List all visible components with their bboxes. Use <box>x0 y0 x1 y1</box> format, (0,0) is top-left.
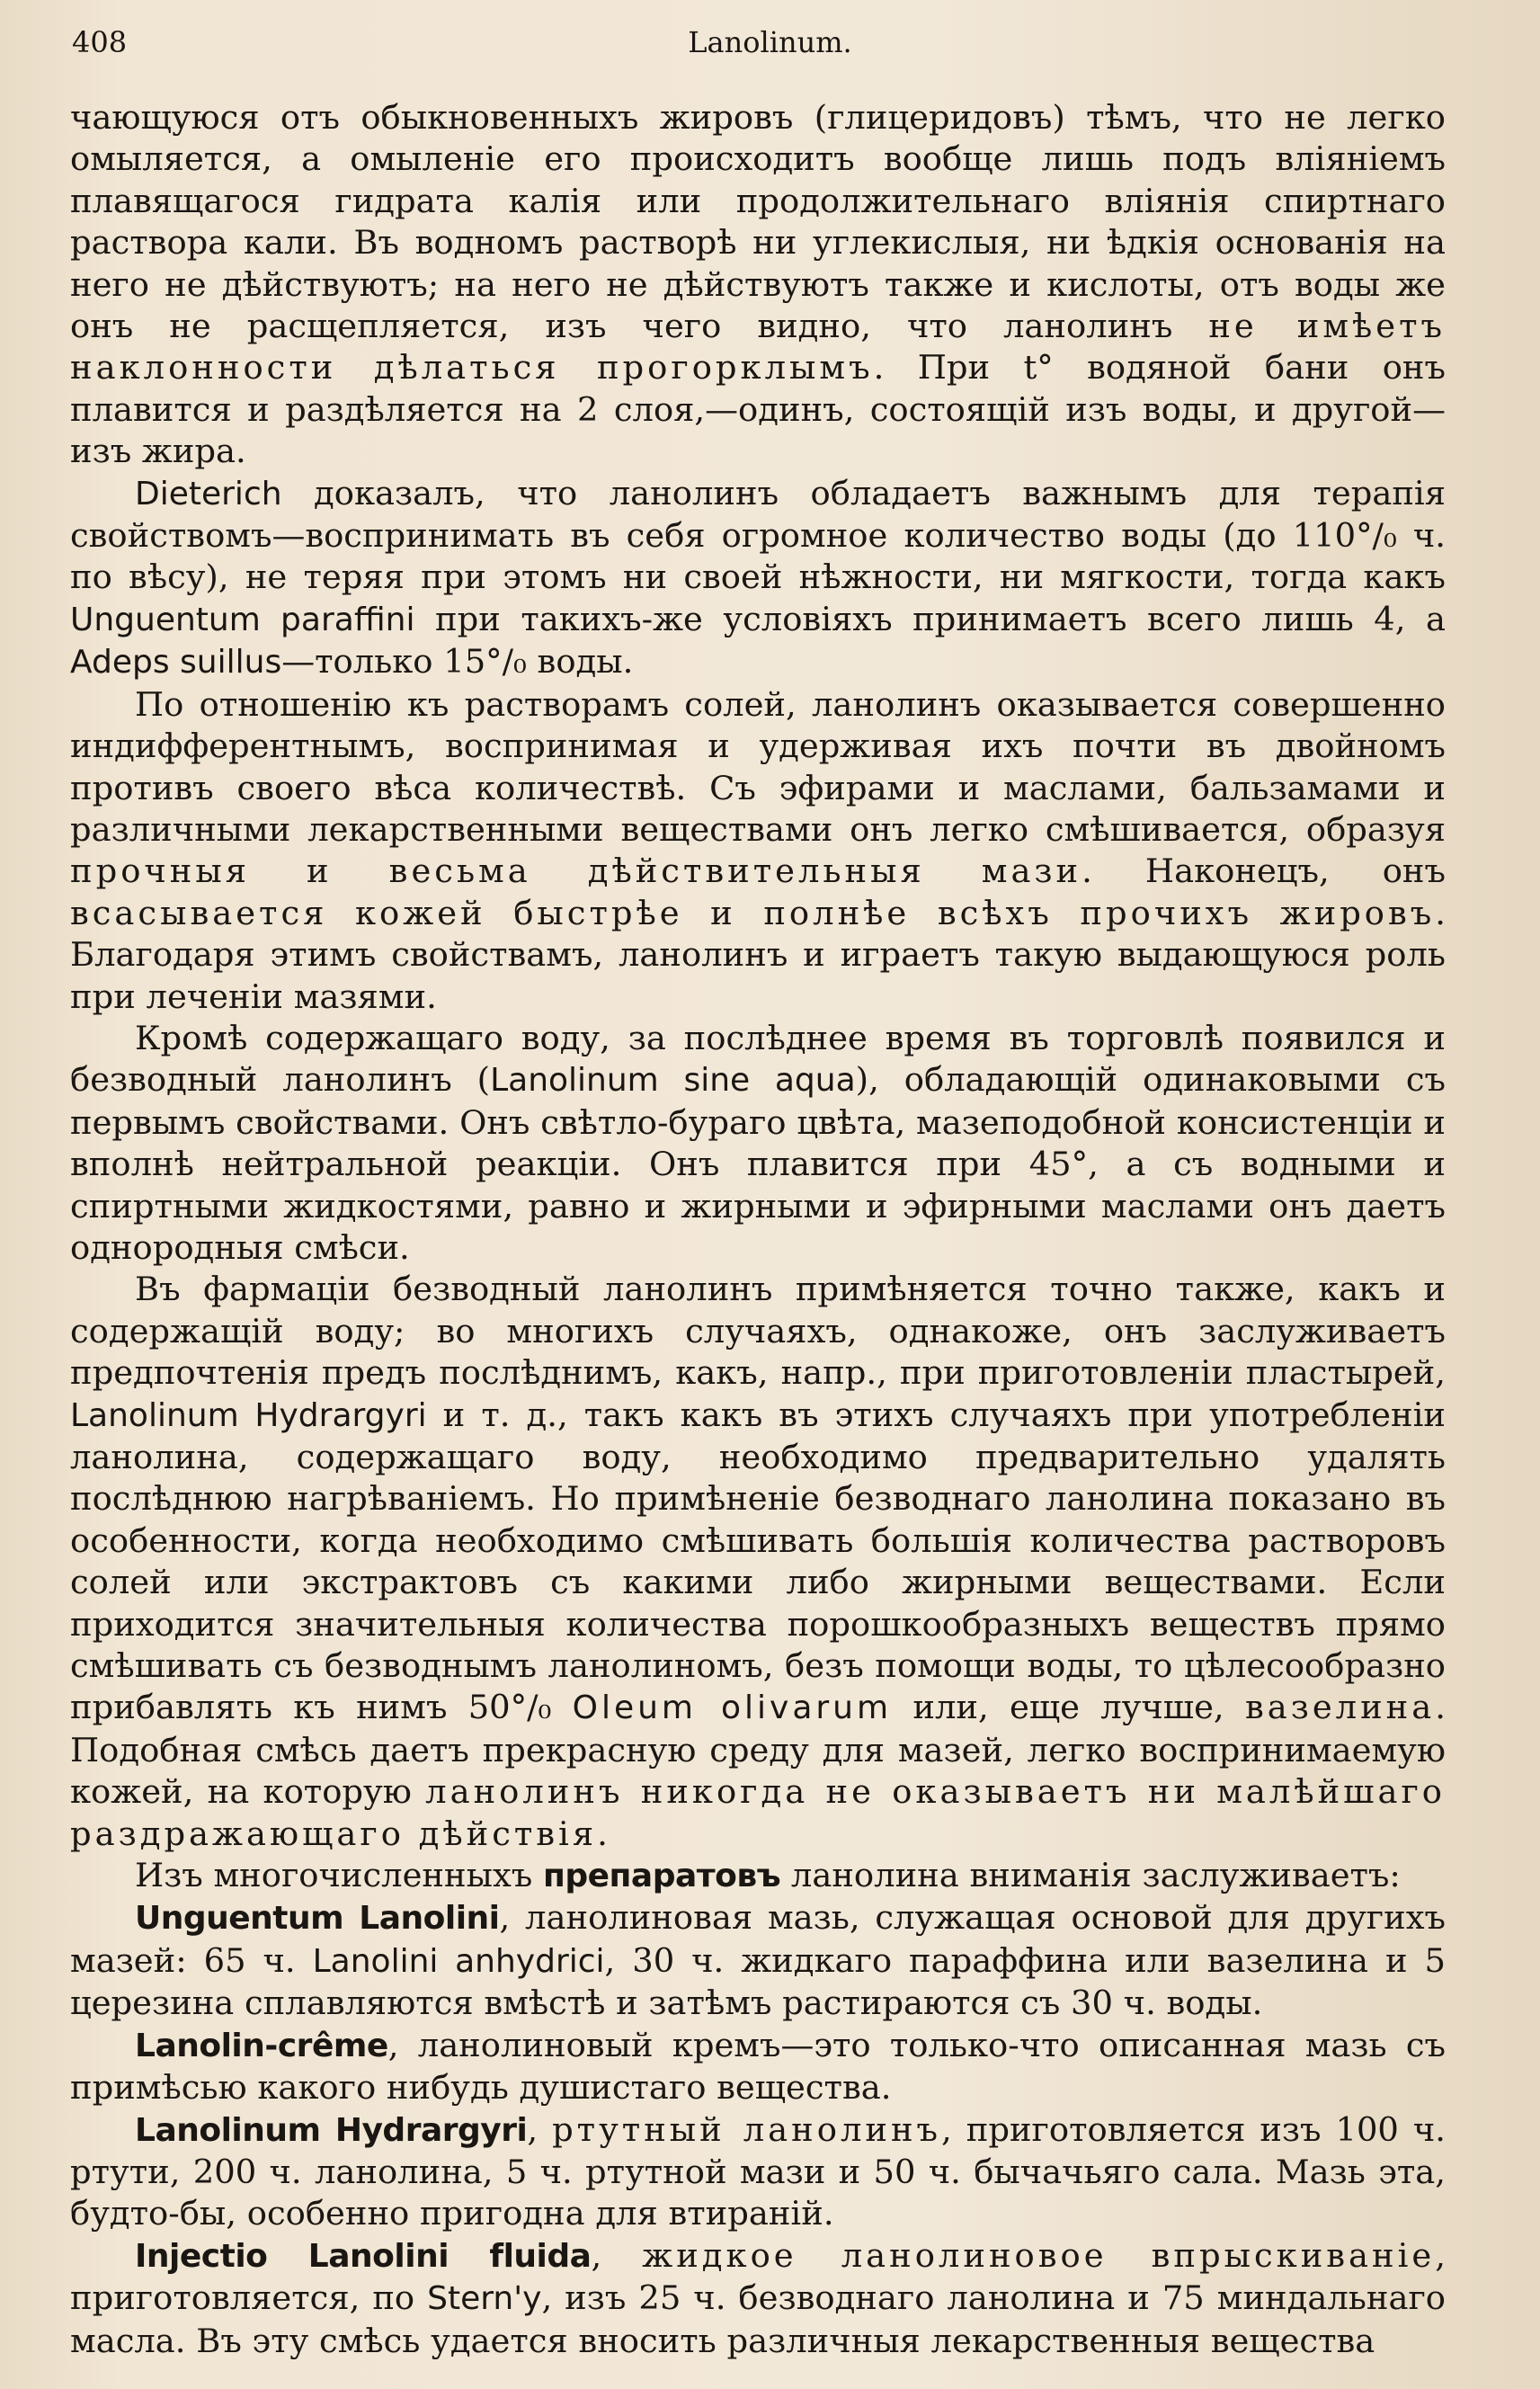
text-run: или, еще лучше, <box>892 1688 1245 1727</box>
emphasis-text: Oleum olivarum <box>572 1689 893 1727</box>
text-run: Кромѣ содержащаго воду, за послѣднее время въ торговлѣ появился и безводный ланолинъ ( <box>70 1018 1446 1100</box>
text-run: , изъ 25 ч. безводнаго ланолина и 75 миндальнаго масла. Въ эту смѣсь удается вносить различныя лекарственныя вещества <box>70 2278 1446 2360</box>
text-run: Изъ многочисленныхъ <box>135 1856 543 1895</box>
preparation-entry <box>70 1897 1446 2024</box>
page-number: 408 <box>72 25 128 59</box>
text-run: и т. д., такъ какъ въ этихъ случаяхъ при употребленіи ланолина, содержащаго воду, необходимо предварительно удалять послѣднюю нагрѣваніемъ. Но примѣненіе безводнаго ланолина показано въ особенности, когда необходимо смѣшивать большія количества растворовъ солей или экстрактовъ съ какими либо жирными веществами. Если приходится значительныя количества порошкообразныхъ веществъ прямо смѣшивать съ безводнымъ ланолиномъ, безъ помощи воды, то цѣлесообразно прибавлять къ нимъ 50°/₀ <box>70 1395 1446 1727</box>
preparation-entry <box>70 2025 1446 2109</box>
emphasis-text: Stern'y <box>427 2280 542 2318</box>
running-head: Lanolinum. <box>688 25 852 59</box>
paragraph <box>70 1269 1446 1855</box>
paragraph <box>70 684 1446 1018</box>
text-run: . При t° водяной бани онъ плавится и раздѣляется на 2 слоя,—одинъ, состоящій изъ воды, и другой—изъ жира. <box>70 348 1446 471</box>
text-run: , <box>527 2109 553 2149</box>
emphasis-text: Unguentum Lanolini <box>135 1900 500 1938</box>
text-run: По отношенію къ растворамъ солей, ланолинъ оказывается совершенно индифферентнымъ, воспринимая и удерживая ихъ почти въ двойномъ противъ своего вѣса количествѣ. Съ эфирами и маслами, бальзамами и различными лекарственными веществами онъ легко смѣшивается, образуя <box>70 684 1446 849</box>
emphasis-text: Lanolin-crême <box>135 2027 388 2064</box>
emphasis-text: прочныя и весьма дѣйствительныя мази <box>70 851 1082 891</box>
emphasis-text: жидкое ланолиновое впрыскиваніе <box>642 2235 1436 2275</box>
text-run: чающуюся отъ обыкновенныхъ жировъ (глицеридовъ) тѣмъ, что не легко омыляется, а омыленіе его происходитъ вообще лишь подъ вліяніемъ плавящагося гидрата калія или продолжительнаго вліянія спиртнаго раствора кали. Въ водномъ растворѣ ни углекислыя, ни ѣдкія основанія на него не дѣйствуютъ; на него не дѣйствуютъ также и кислоты, отъ воды же онъ не расщепляется, изъ чего видно, что ланолинъ <box>70 98 1446 346</box>
text-run: ланолина вниманія заслуживаетъ: <box>780 1856 1401 1895</box>
text-run: . Наконецъ, онъ <box>1082 851 1446 891</box>
text-run: —только 15°/₀ воды. <box>281 642 634 682</box>
emphasis-text: ртутный ланолинъ <box>552 2109 942 2149</box>
emphasis-text: Lanolinum sine aqua <box>490 1062 856 1100</box>
text-run: Въ фармаціи безводный ланолинъ примѣняется точно также, какъ и содержащій воду; во многихъ случаяхъ, однакоже, онъ заслуживаетъ предпочтенія предъ послѣднимъ, какъ, напр., при приготовленіи пластырей, <box>70 1270 1446 1393</box>
text-run: . Подобная смѣсь даетъ прекрасную среду для мазей, легко воспринимаемую кожей, на которую <box>70 1688 1446 1812</box>
paragraph <box>70 1855 1446 1897</box>
emphasis-text: Unguentum paraffini <box>70 601 415 638</box>
emphasis-text: Lanolinum Hydrargyri <box>70 1396 427 1434</box>
emphasis-text: всасывается кожей быстрѣе и полнѣе всѣхъ прочихъ жировъ <box>70 893 1436 932</box>
emphasis-text: препаратовъ <box>542 1858 781 1895</box>
emphasis-text: вазелина <box>1244 1688 1436 1727</box>
text-run: , ланолиновая мазь, служащая основой для другихъ мазей: 65 ч. <box>70 1898 1446 1980</box>
emphasis-text: Adeps suillus <box>70 644 282 682</box>
text-run: ), обладающій одинаковыми съ первымъ свойствами. Онъ свѣтло-бураго цвѣта, мазеподобной консистенціи и вполнѣ нейтральной реакціи. Онъ плавится при 45°, а съ водными и спиртными жидкостями, равно и жирными и эфирными маслами онъ даетъ однородныя смѣси. <box>70 1060 1447 1267</box>
text-run: , 30 ч. жидкаго параффина или вазелина и 5 церезина сплавляются вмѣстѣ и затѣмъ растираются съ 30 ч. воды. <box>70 1940 1446 2023</box>
text-run: , приготовляется, по <box>70 2235 1446 2318</box>
emphasis-text: не имѣетъ наклонности дѣлаться прогорклымъ <box>70 307 1446 388</box>
emphasis-text: Injectio Lanolini fluida <box>135 2237 592 2275</box>
paragraph <box>70 97 1446 473</box>
text-run: , приготовляется изъ 100 ч. ртути, 200 ч. ланолина, 5 ч. ртутной мази и 50 ч. бычачьяго сала. Мазь эта, будто-бы, особенно пригодна для втираній. <box>70 2109 1446 2233</box>
page-header <box>63 25 1477 70</box>
paragraph <box>70 1018 1446 1269</box>
body-text <box>70 97 1446 2362</box>
emphasis-text: Dieterich <box>135 475 282 513</box>
text-run: , ланолиновый кремъ—это только-что описанная мазь съ примѣсью какого нибудь душистаго вещества. <box>70 2025 1446 2108</box>
emphasis-text: Lanolinum Hydrargyri <box>135 2111 528 2149</box>
text-run: . Благодаря этимъ свойствамъ, ланолинъ и играетъ такую выдающуюся роль при леченіи мазями. <box>70 893 1446 1016</box>
paragraph <box>70 473 1446 684</box>
text-run: , <box>591 2235 643 2275</box>
emphasis-text: ланолинъ никогда не оказываетъ ни малѣйшаго раздражающаго дѣйствія <box>70 1772 1446 1853</box>
text-run: . <box>597 1814 608 1853</box>
text-run: при такихъ-же условіяхъ принимаетъ всего лишь 4, а <box>414 599 1446 638</box>
emphasis-text: Lanolini anhydrici <box>312 1942 605 1980</box>
preparation-entry <box>70 2109 1446 2235</box>
text-run: доказалъ, что ланолинъ обладаетъ важнымъ для терапія свойствомъ—воспринимать въ себя огромное количество воды (до 110°/₀ ч. по вѣсу), не теряя при этомъ ни своей нѣжности, ни мягкости, тогда какъ <box>70 473 1446 597</box>
preparation-entry <box>70 2235 1446 2362</box>
